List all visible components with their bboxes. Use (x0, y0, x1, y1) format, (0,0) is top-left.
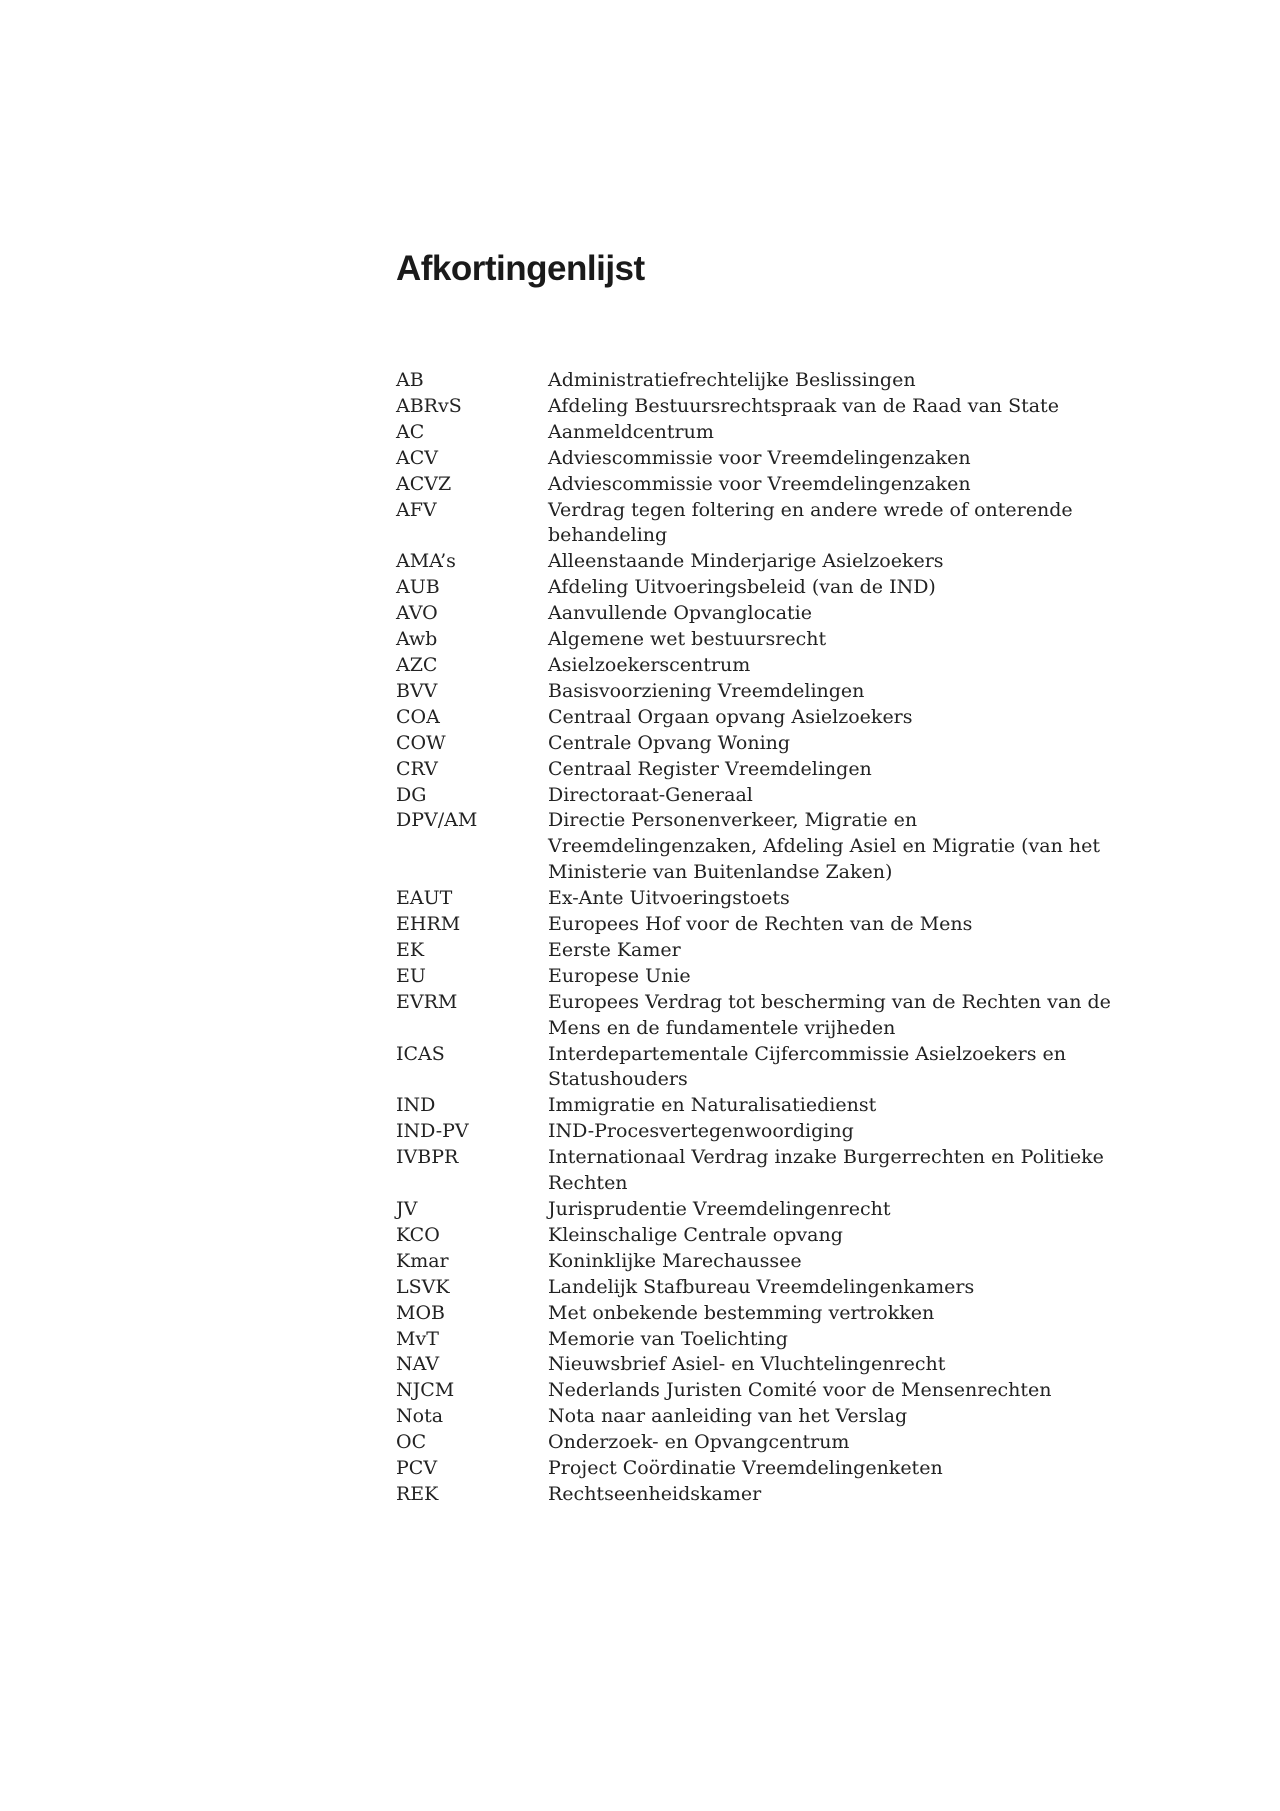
abbreviation-definition: Ex-Ante Uitvoeringstoets (548, 887, 790, 910)
abbreviation-term: EU (396, 964, 426, 987)
abbreviation-entry (396, 808, 1116, 886)
abbreviation-entry (396, 757, 1116, 783)
abbreviation-definition: Nota naar aanleiding van het Verslag (548, 1405, 908, 1428)
abbreviation-definition: Eerste Kamer (548, 938, 681, 961)
abbreviation-entry (396, 1301, 1116, 1327)
abbreviation-definition: Algemene wet bestuursrecht (548, 628, 827, 651)
abbreviation-entry (396, 938, 1116, 964)
abbreviation-term: JV (396, 1198, 418, 1220)
abbreviation-definition: Jurisprudentie Vreemdelingenrecht (548, 1198, 891, 1220)
abbreviation-entry (396, 627, 1116, 653)
abbreviation-entry (396, 1042, 1116, 1094)
abbreviation-term: DPV/AM (396, 809, 478, 832)
abbreviation-definition: Interdepartementale Cijfercommissie Asielzoekers en Statushouders (548, 1042, 1066, 1091)
abbreviation-entry (396, 1352, 1116, 1378)
abbreviation-term: ACVZ (396, 472, 452, 495)
abbreviation-entry (396, 575, 1116, 601)
abbreviation-entry (396, 1145, 1116, 1197)
abbreviation-term: BVV (396, 679, 438, 702)
abbreviation-entry (396, 368, 1116, 394)
abbreviation-entry (396, 1119, 1116, 1145)
abbreviation-term: MvT (396, 1327, 439, 1350)
abbreviation-definition: Administratiefrechtelijke Beslissingen (548, 369, 916, 391)
abbreviation-list (396, 368, 1116, 1508)
abbreviation-term: EAUT (396, 887, 453, 910)
abbreviation-entry (396, 498, 1116, 550)
abbreviation-entry (396, 1249, 1116, 1275)
abbreviation-definition: Europese Unie (548, 964, 691, 987)
abbreviation-term: NAV (396, 1353, 440, 1376)
abbreviation-term: EHRM (396, 913, 461, 936)
abbreviation-entry (396, 783, 1116, 809)
abbreviation-term: DG (396, 783, 427, 806)
abbreviation-definition: Onderzoek- en Opvangcentrum (548, 1431, 850, 1454)
abbreviation-definition: Nieuwsbrief Asiel- en Vluchtelingenrecht (548, 1353, 946, 1376)
abbreviation-term: ICAS (396, 1042, 445, 1065)
abbreviation-term: KCO (396, 1223, 440, 1246)
abbreviation-entry (396, 705, 1116, 731)
abbreviation-term: AVO (396, 602, 438, 625)
abbreviation-definition: Internationaal Verdrag inzake Burgerrechten en Politieke Rechten (548, 1146, 1104, 1195)
abbreviation-definition: Landelijk Stafbureau Vreemdelingenkamers (548, 1275, 975, 1298)
abbreviation-definition: Europees Hof voor de Rechten van de Mens (548, 913, 973, 936)
abbreviation-term: Awb (396, 628, 438, 651)
abbreviation-term: CRV (396, 757, 438, 780)
abbreviation-entry (396, 1456, 1116, 1482)
abbreviation-definition: Immigratie en Naturalisatiedienst (548, 1094, 877, 1117)
abbreviation-definition: Aanmeldcentrum (548, 420, 714, 443)
abbreviation-entry (396, 731, 1116, 757)
abbreviation-definition: Asielzoekerscentrum (548, 653, 751, 676)
abbreviation-entry (396, 446, 1116, 472)
abbreviation-term: AFV (396, 498, 437, 521)
abbreviation-term: NJCM (396, 1379, 455, 1402)
abbreviation-definition: Aanvullende Opvanglocatie (548, 602, 812, 625)
abbreviation-entry (396, 1223, 1116, 1249)
abbreviation-entry (396, 601, 1116, 627)
abbreviation-entry (396, 1093, 1116, 1119)
abbreviation-term: IND-PV (396, 1120, 469, 1143)
abbreviation-entry (396, 394, 1116, 420)
abbreviation-definition: Rechtseenheidskamer (548, 1482, 762, 1505)
abbreviation-entry (396, 912, 1116, 938)
abbreviation-definition: Directoraat-Generaal (548, 783, 753, 806)
abbreviation-definition: Alleenstaande Minderjarige Asielzoekers (548, 550, 944, 573)
abbreviation-definition: Koninklijke Marechaussee (548, 1249, 802, 1272)
abbreviation-term: COA (396, 705, 440, 728)
abbreviation-entry (396, 990, 1116, 1042)
abbreviation-definition: Memorie van Toelichting (548, 1327, 788, 1350)
abbreviation-definition: Nederlands Juristen Comité voor de Mensenrechten (548, 1379, 1052, 1402)
abbreviation-entry (396, 679, 1116, 705)
abbreviation-entry (396, 420, 1116, 446)
abbreviation-definition: Verdrag tegen foltering en andere wrede of onterende behandeling (548, 498, 1073, 547)
abbreviation-term: AMA’s (396, 550, 456, 573)
abbreviation-definition: Kleinschalige Centrale opvang (548, 1223, 843, 1246)
abbreviation-definition: IND-Procesvertegenwoordiging (548, 1120, 854, 1143)
abbreviation-term: AUB (396, 576, 440, 599)
abbreviation-entry (396, 1482, 1116, 1508)
abbreviation-term: EK (396, 938, 425, 961)
abbreviation-definition: Centraal Orgaan opvang Asielzoekers (548, 705, 913, 728)
abbreviation-entry (396, 549, 1116, 575)
abbreviation-term: Kmar (396, 1249, 449, 1272)
abbreviation-entry (396, 1430, 1116, 1456)
abbreviation-term: AZC (396, 653, 438, 676)
abbreviation-definition: Basisvoorziening Vreemdelingen (548, 679, 865, 702)
page-title: Afkortingenlijst (396, 249, 645, 288)
abbreviation-definition: Centraal Register Vreemdelingen (548, 757, 872, 780)
abbreviation-term: COW (396, 731, 446, 754)
abbreviation-definition: Adviescommissie voor Vreemdelingenzaken (548, 472, 971, 495)
abbreviation-term: Nota (396, 1405, 444, 1428)
abbreviation-term: IVBPR (396, 1146, 459, 1169)
abbreviation-term: AB (396, 369, 424, 391)
abbreviation-entry (396, 472, 1116, 498)
abbreviation-definition: Europees Verdrag tot bescherming van de Rechten van de Mens en de fundamentele vrijheden (548, 990, 1111, 1039)
abbreviation-entry (396, 886, 1116, 912)
abbreviation-term: LSVK (396, 1275, 450, 1298)
abbreviation-definition: Met onbekende bestemming vertrokken (548, 1301, 935, 1324)
abbreviation-term: PCV (396, 1457, 438, 1480)
abbreviation-definition: Project Coördinatie Vreemdelingenketen (548, 1457, 943, 1480)
abbreviation-entry (396, 964, 1116, 990)
abbreviation-term: OC (396, 1431, 427, 1454)
abbreviation-entry (396, 1197, 1116, 1223)
abbreviation-term: IND (396, 1094, 436, 1117)
abbreviation-term: REK (396, 1482, 439, 1505)
abbreviation-entry (396, 653, 1116, 679)
abbreviation-entry (396, 1404, 1116, 1430)
abbreviation-definition: Afdeling Bestuursrechtspraak van de Raad van State (548, 394, 1059, 417)
abbreviation-entry (396, 1378, 1116, 1404)
abbreviation-definition: Afdeling Uitvoeringsbeleid (van de IND) (548, 576, 936, 599)
abbreviation-term: ACV (396, 446, 438, 469)
abbreviation-entry (396, 1327, 1116, 1353)
abbreviation-term: EVRM (396, 990, 458, 1013)
abbreviation-definition: Adviescommissie voor Vreemdelingenzaken (548, 446, 971, 469)
abbreviation-entry (396, 1275, 1116, 1301)
abbreviation-term: MOB (396, 1301, 445, 1324)
abbreviation-definition: Centrale Opvang Woning (548, 731, 791, 754)
abbreviation-term: ABRvS (396, 394, 462, 417)
abbreviation-definition: Directie Personenverkeer, Migratie en Vreemdelingenzaken, Afdeling Asiel en Migratie (van het Ministerie van Buitenlandse Zaken) (548, 809, 1100, 884)
abbreviation-term: AC (396, 420, 425, 443)
